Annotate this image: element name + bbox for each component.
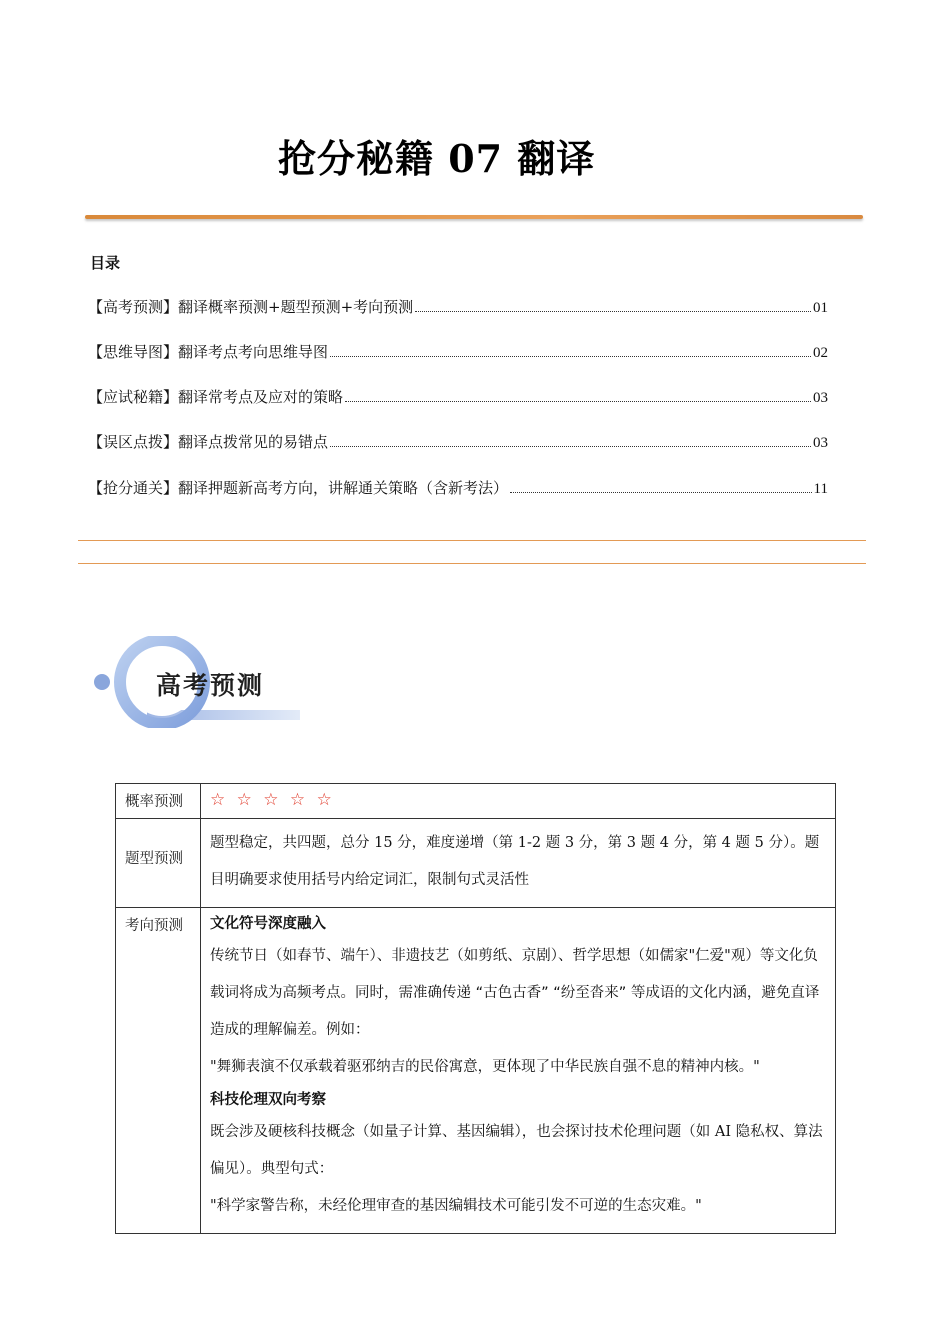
toc-item-page: 02	[813, 345, 828, 361]
toc-item[interactable]	[88, 341, 828, 363]
toc-item[interactable]	[88, 477, 828, 499]
subsection-title: 科技伦理双向考察	[210, 1092, 326, 1108]
toc-leader-dots	[330, 434, 811, 447]
toc-item-page: 01	[813, 300, 828, 316]
toc-heading: 目录	[90, 254, 121, 272]
row-label: 题型预测	[116, 819, 201, 908]
toc-item[interactable]	[88, 296, 828, 318]
example-sentence: "舞狮表演不仅承载着驱邪纳吉的民俗寓意，更体现了中华民族自强不息的精神内核。"	[210, 1059, 760, 1075]
row-label: 概率预测	[116, 784, 201, 819]
toc-item-text: 【抢分通关】翻译押题新高考方向，讲解通关策略（含新考法）	[88, 479, 509, 497]
separator-line	[78, 540, 866, 541]
toc-item-page: 03	[813, 390, 828, 406]
row-label: 考向预测	[116, 908, 201, 1234]
section-badge-title: 高考预测	[156, 671, 265, 700]
toc-item[interactable]	[88, 431, 828, 453]
toc-item-page: 03	[813, 435, 828, 451]
prediction-table	[115, 783, 836, 1234]
toc-item-page: 11	[813, 481, 828, 497]
toc-item-text: 【应试秘籍】翻译常考点及应对的策略	[88, 388, 344, 406]
table-row	[116, 784, 836, 819]
toc-leader-dots	[415, 299, 811, 312]
paragraph-text: 。例如：	[311, 1022, 370, 1038]
separator-line	[78, 563, 866, 564]
toc-leader-dots	[345, 389, 811, 402]
toc-leader-dots	[510, 480, 812, 493]
table-row	[116, 908, 836, 1234]
star-rating: ☆ ☆ ☆ ☆ ☆	[210, 790, 335, 810]
toc-item[interactable]	[88, 386, 828, 408]
subsection-title: 文化符号深度融入	[210, 916, 326, 932]
question-type-text: 题型稳定，共四题，总分 15 分，难度递增（第 1-2 题 3 分，第 3 题 4 分，第 4 题 5 分）。题目明确要求使用括号内给定词汇，限制句式灵活性	[210, 835, 820, 888]
toc-item-text: 【误区点拨】翻译点拨常见的易错点	[88, 433, 329, 451]
paragraph-emphasis: 需准确传递 “古色古香” “纷至沓来” 等成语的文化内涵，避免直译造成的理解偏差	[210, 985, 820, 1038]
paragraph-text: 传统节日（如春节、端午）、非遗技艺（如剪纸、京剧）、哲学思想（如儒家"仁爱"观）等文化负载词将成为高频考点。同时，	[210, 948, 818, 1001]
toc-leader-dots	[330, 344, 811, 357]
table-row	[116, 819, 836, 908]
page-title: 抢分秘籍 07 翻译	[278, 136, 596, 181]
toc-item-text: 【思维导图】翻译考点考向思维导图	[88, 343, 329, 361]
paragraph	[210, 938, 827, 1049]
title-underline	[85, 215, 863, 219]
paragraph-text: 既会涉及硬核科技概念（如量子计算、基因编辑），也会探讨技术伦理问题（如 AI 隐私权、算法偏见）。典型句式：	[210, 1124, 823, 1177]
toc-item-text: 【高考预测】翻译概率预测+题型预测+考向预测	[88, 298, 414, 316]
example-sentence: "科学家警告称，未经伦理审查的基因编辑技术可能引发不可逆的生态灾难。"	[210, 1198, 702, 1214]
